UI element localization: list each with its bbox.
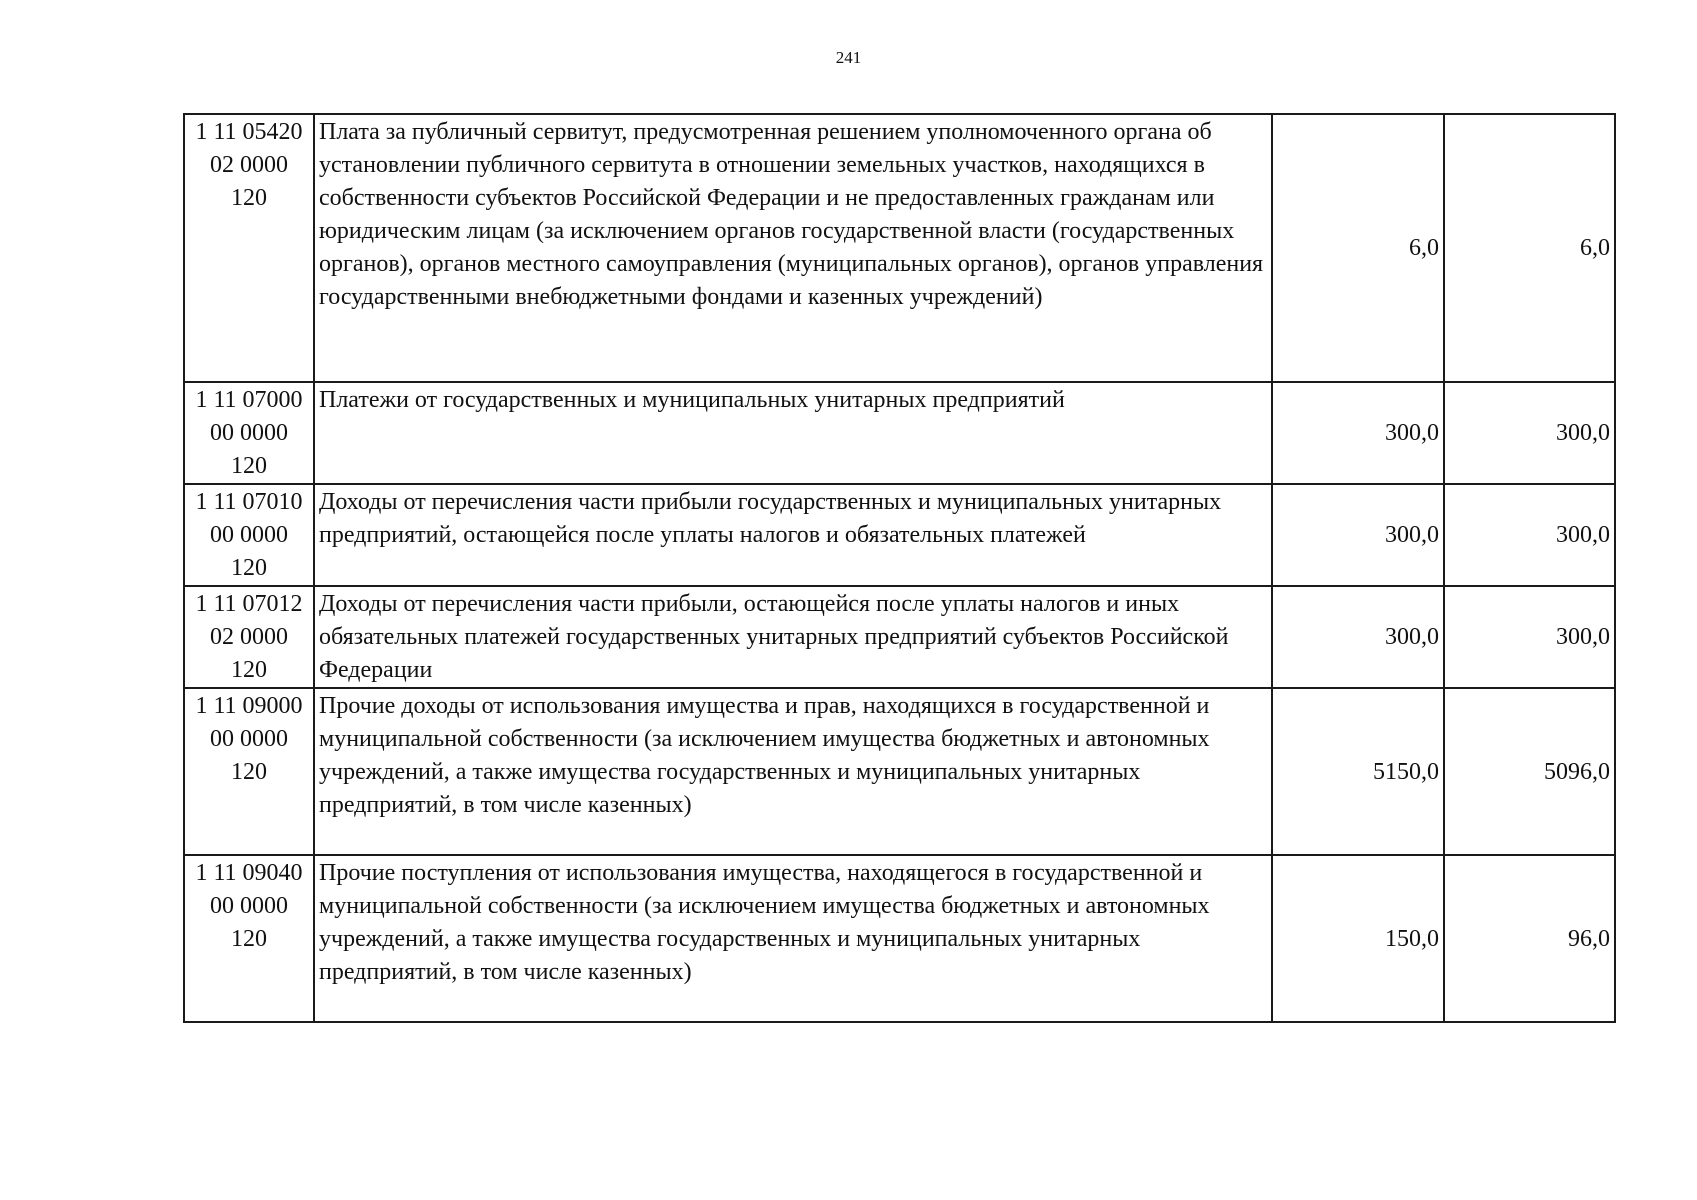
table-row [184,382,1615,484]
value-cell-2: 96,0 [1444,855,1615,1022]
value-cell-1: 300,0 [1272,586,1444,688]
value-cell-1: 300,0 [1272,382,1444,484]
budget-code-part: 1 11 07010 [195,489,303,515]
description-cell: Плата за публичный сервитут, предусмотренная решением уполномоченного органа об установлении публичного сервитута в отношении земельных участков, находящихся в собственности субъектов Российской Федерации и не предоставленных гражданам или юридическим лицам (за исключением органов государственной власти (государственных органов), органов местного самоуправления (муниципальных органов), органов управления государственными внебюджетными фондами и казенных учреждений) [314,114,1272,382]
budget-code-part: 00 0000 [210,893,288,919]
budget-code-cell [184,114,314,382]
table-row [184,586,1615,688]
budget-code-part: 120 [231,453,267,479]
value-cell-2: 6,0 [1444,114,1615,382]
description-cell: Доходы от перечисления части прибыли государственных и муниципальных унитарных предприятий, остающейся после уплаты налогов и обязательных платежей [314,484,1272,586]
budget-code-part: 1 11 07000 [195,387,303,413]
value-cell-1: 5150,0 [1272,688,1444,855]
budget-code-part: 120 [231,657,267,683]
table-row [184,484,1615,586]
budget-code-part: 02 0000 [210,624,288,650]
budget-code-cell [184,382,314,484]
value-cell-2: 300,0 [1444,382,1615,484]
description-cell: Прочие доходы от использования имущества и прав, находящихся в государственной и муниципальной собственности (за исключением имущества бюджетных и автономных учреждений, а также имущества государственных и муниципальных унитарных предприятий, в том числе казенных) [314,688,1272,855]
budget-code-part: 1 11 09040 [195,860,303,886]
value-cell-2: 300,0 [1444,484,1615,586]
value-cell-1: 300,0 [1272,484,1444,586]
table-row [184,688,1615,855]
budget-code-part: 120 [231,555,267,581]
budget-code-part: 00 0000 [210,420,288,446]
budget-code-part: 1 11 05420 [195,119,303,145]
budget-code-cell [184,586,314,688]
value-cell-1: 150,0 [1272,855,1444,1022]
description-cell: Доходы от перечисления части прибыли, остающейся после уплаты налогов и иных обязательных платежей государственных унитарных предприятий субъектов Российской Федерации [314,586,1272,688]
page-number: 241 [835,48,862,67]
budget-code-cell [184,688,314,855]
budget-code-part: 02 0000 [210,152,288,178]
value-cell-1: 6,0 [1272,114,1444,382]
budget-code-part: 120 [231,185,267,211]
budget-code-part: 00 0000 [210,522,288,548]
budget-code-part: 00 0000 [210,726,288,752]
description-cell: Прочие поступления от использования имущества, находящегося в государственной и муниципальной собственности (за исключением имущества бюджетных и автономных учреждений, а также имущества государственных и муниципальных унитарных предприятий, в том числе казенных) [314,855,1272,1022]
budget-code-part: 1 11 07012 [195,591,303,617]
budget-code-cell [184,855,314,1022]
description-cell: Платежи от государственных и муниципальных унитарных предприятий [314,382,1272,484]
table-row [184,855,1615,1022]
value-cell-2: 300,0 [1444,586,1615,688]
budget-code-part: 120 [231,926,267,952]
budget-code-part: 1 11 09000 [195,693,303,719]
table-row [184,114,1615,382]
value-cell-2: 5096,0 [1444,688,1615,855]
budget-code-part: 120 [231,759,267,785]
revenue-table [183,113,1616,1023]
budget-code-cell [184,484,314,586]
